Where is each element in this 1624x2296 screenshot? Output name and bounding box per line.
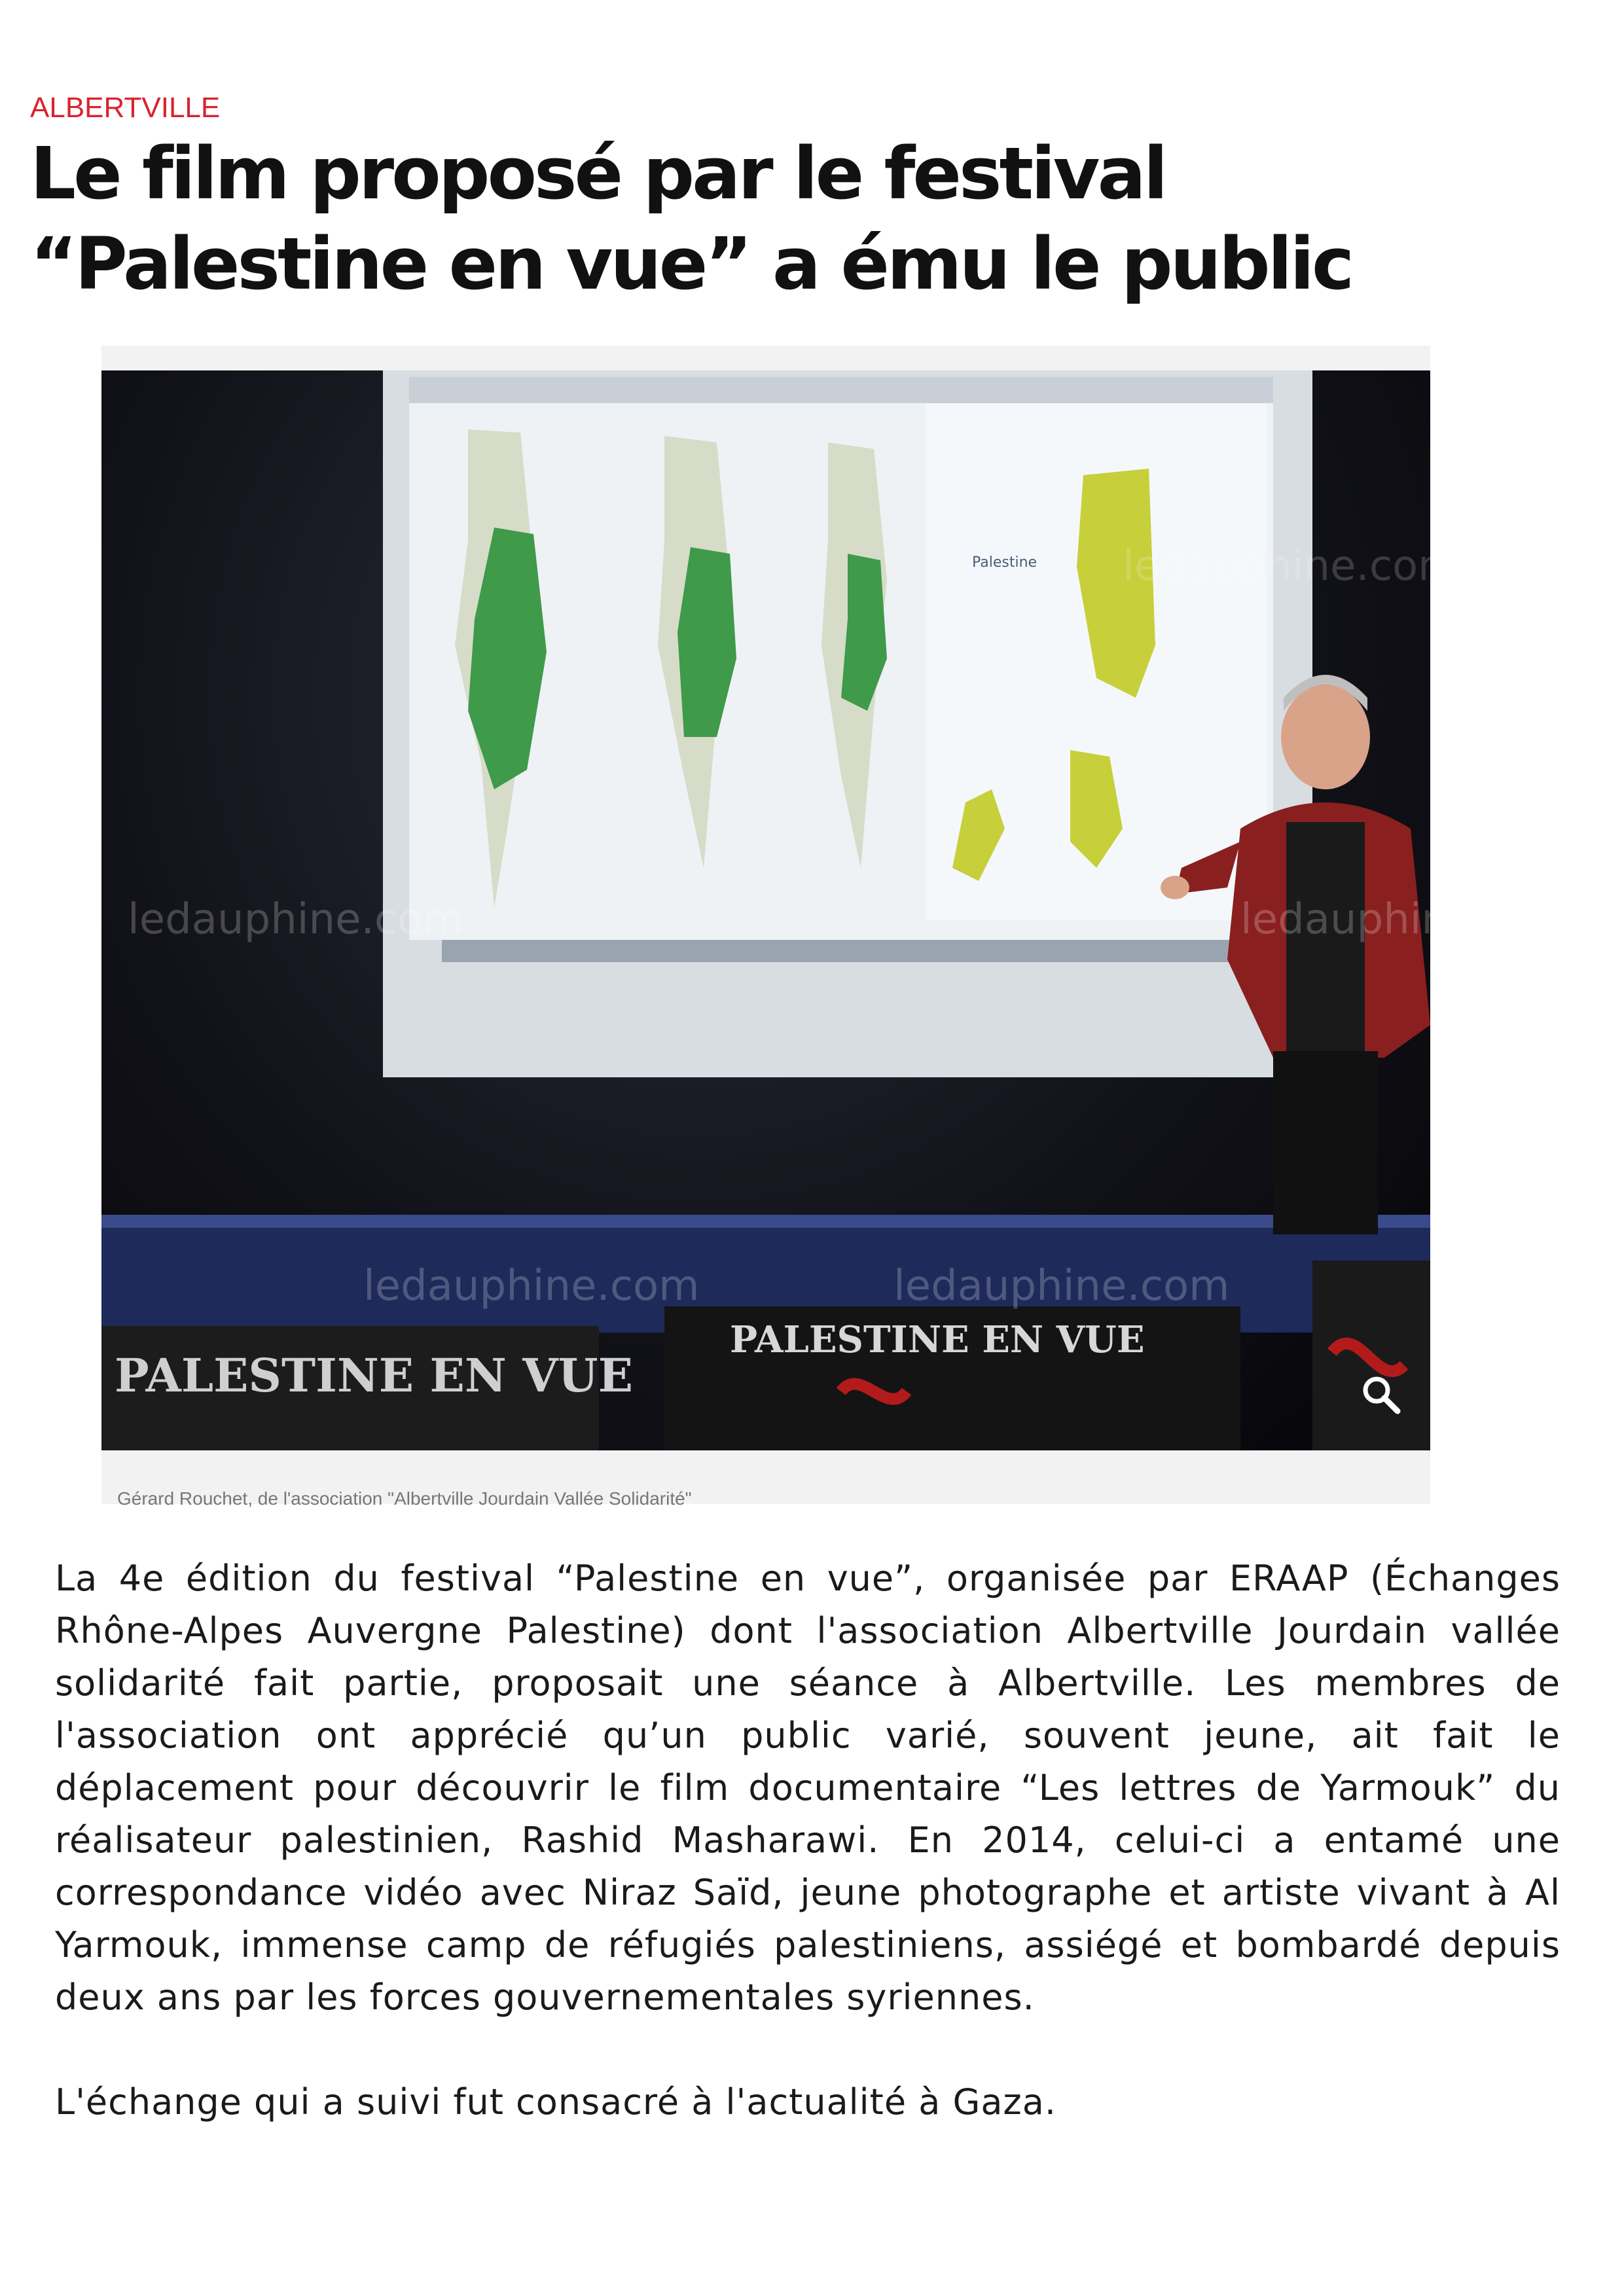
photo-caption-text: Gérard Rouchet, de l'association "Albertville Jourdain Vallée Solidarité" [117,1488,692,1509]
watermark-1: ledauphine.com [128,895,464,944]
banner-text-left: PALESTINE EN VUE [115,1348,633,1403]
watermark-3: ledauphine.com [363,1262,700,1310]
watermark-5: ledauphine.com [1123,542,1459,590]
headline: Le film proposé par le festival “Palestine en vue” a ému le public [30,132,1352,306]
watermark-2: ledauphine.com [1240,895,1577,944]
photo-frame[interactable] [101,346,1577,1509]
paragraph-2: L'échange qui a suivi fut consacré à l'actualité à Gaza. [55,2081,1057,2123]
photo-caption [101,1450,1430,1509]
paragraph-1: La 4e édition du festival “Palestine en vue”, organisée par ERAAP (Échanges Rhône-Alpes Auvergne Palestine) dont l'association Albertville Jourdain vallée solidarité fait partie, proposait une séance à Albertville. Les membres de l'association ont apprécié qu’un public varié, souvent jeune, ait fait le déplacement pour découvrir le film documentaire “Les lettres de Yarmouk” du réalisateur palestinien, Rashid Masharawi. En 2014, celui-ci a entamé une correspondance vidéo avec Niraz Saïd, jeune photographe et artiste vivant à Al Yarmouk, immense camp de réfugiés palestiniens, assiégé et bombardé depuis deux ans par les forces gouvernementales syriennes. [55,1558,1561,2018]
section-label[interactable]: ALBERTVILLE [30,92,221,124]
magnifier-icon[interactable] [1358,1372,1404,1418]
article-photo[interactable] [101,370,1577,1450]
photo-illustration [101,370,1577,1450]
watermark-4: ledauphine.com [893,1262,1230,1310]
screen-label: Palestine [972,554,1038,571]
banner-text-center: PALESTINE EN VUE [730,1318,1145,1361]
article-body [55,1552,1561,2128]
